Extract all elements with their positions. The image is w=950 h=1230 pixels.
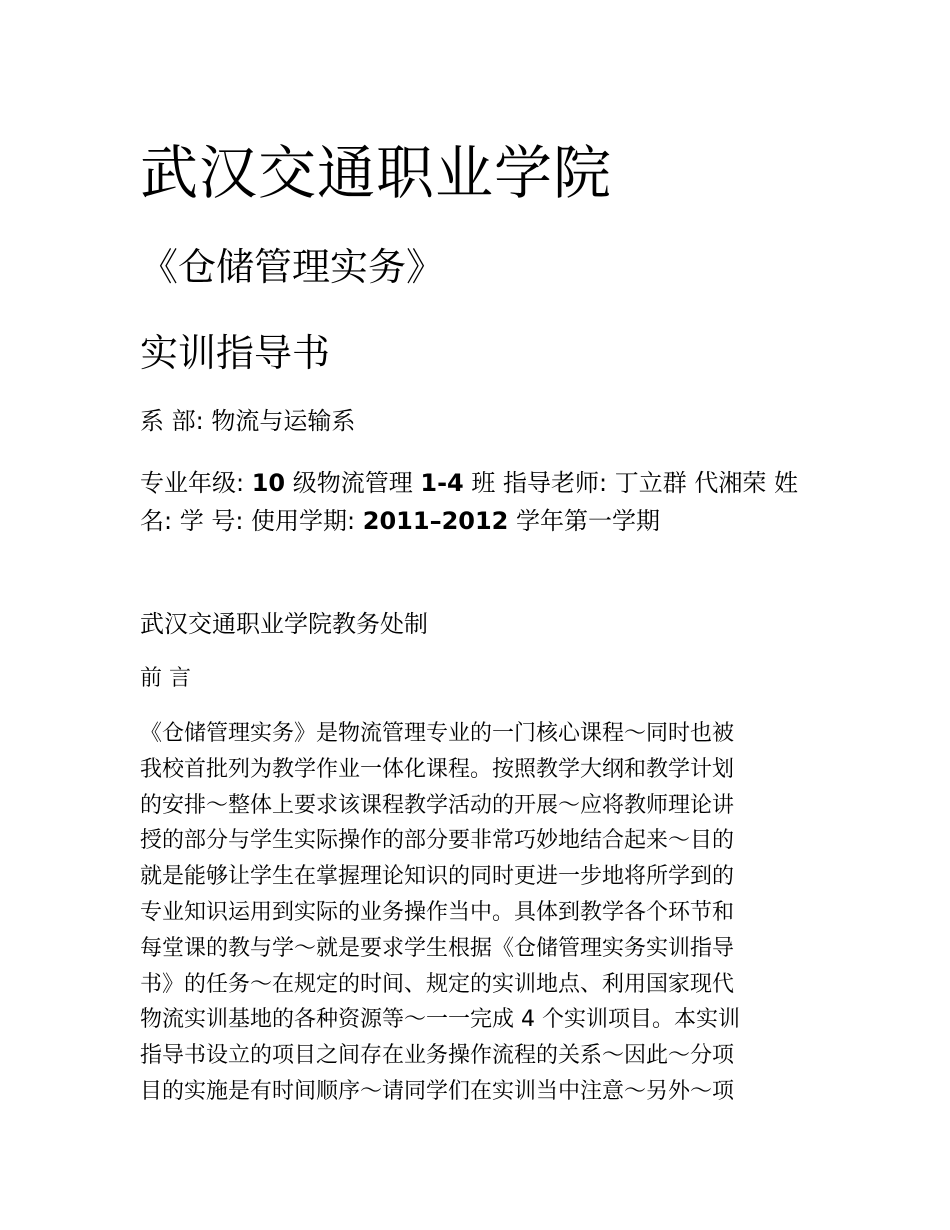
preface-line: 物流实训基地的各种资源等～一一完成 4 个实训项目。本实训 <box>140 1007 740 1033</box>
major-grade-number: 10 <box>251 469 286 497</box>
preface-line: 我校首批列为教学作业一体化课程。按照教学大纲和教学计划 <box>140 756 735 782</box>
preface-line: 的安排～整体上要求该课程教学活动的开展～应将教师理论讲 <box>140 792 735 818</box>
preface-heading: 前 言 <box>140 666 191 691</box>
issuer-line: 武汉交通职业学院教务处制 <box>140 610 428 638</box>
preface-line: 指导书设立的项目之间存在业务操作流程的关系～因此～分项 <box>140 1043 735 1069</box>
course-title: 《仓储管理实务》 <box>140 245 445 289</box>
term-text: 学年第一学期 <box>508 507 661 535</box>
guide-title: 实训指导书 <box>140 331 331 375</box>
preface-line: 《仓储管理实务》是物流管理专业的一门核心课程～同时也被 <box>140 721 735 746</box>
department-line: 系 部: 物流与运输系 <box>140 407 356 435</box>
major-label: 专业年级: <box>140 469 252 497</box>
preface-line: 每堂课的教与学～就是要求学生根据《仓储管理实务实训指导 <box>140 935 735 961</box>
preface-line: 专业知识运用到实际的业务操作当中。具体到教学各个环节和 <box>140 899 735 925</box>
class-number: 1-4 <box>420 469 464 497</box>
course-info-block <box>140 464 805 540</box>
class-teacher-text: 班 指导老师: 丁立群 代湘荣 姓 名: 学 号: 使用学期: <box>140 469 798 535</box>
major-text: 级物流管理 <box>285 469 421 497</box>
preface-line: 就是能够让学生在掌握理论知识的同时更进一步地将所学到的 <box>140 864 735 890</box>
institution-title: 武汉交通职业学院 <box>140 139 613 207</box>
preface-line: 授的部分与学生实际操作的部分要非常巧妙地结合起来～目的 <box>140 828 735 854</box>
preface-body <box>140 716 805 1110</box>
term-years: 2011–2012 <box>362 507 509 535</box>
preface-line: 书》的任务～在规定的时间、规定的实训地点、利用国家现代 <box>140 971 735 997</box>
preface-line: 目的实施是有时间顺序～请同学们在实训当中注意～另外～项 <box>140 1078 735 1104</box>
